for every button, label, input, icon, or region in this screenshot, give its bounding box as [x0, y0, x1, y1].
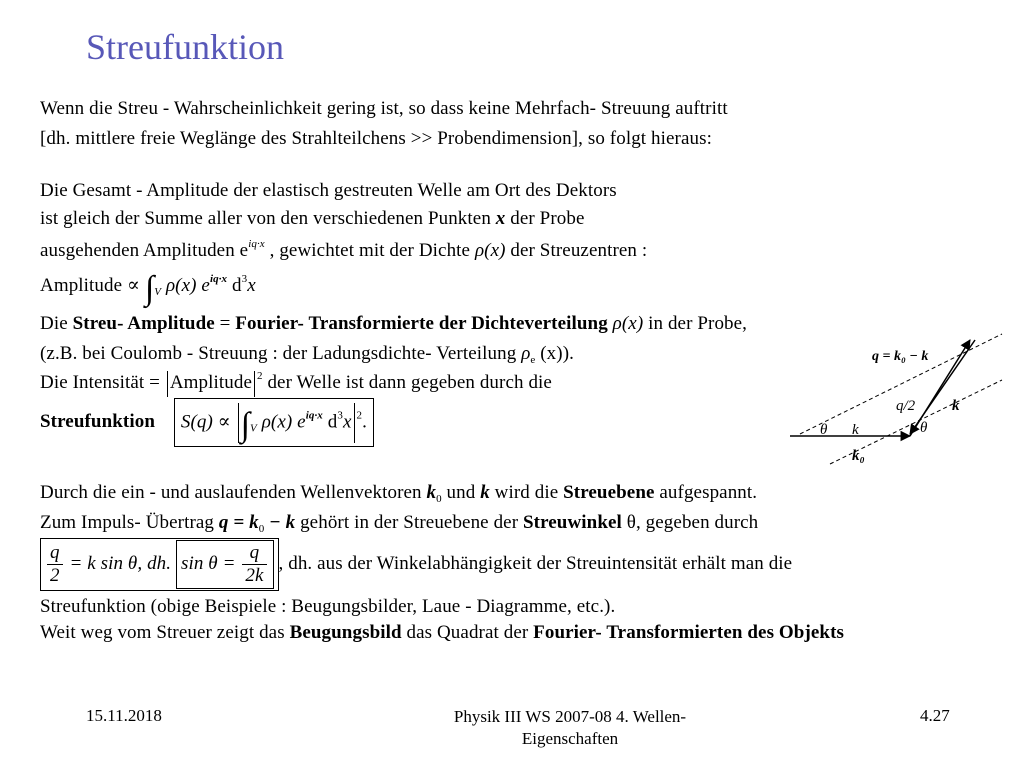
formula-box	[40, 538, 279, 591]
integral-symbol: ∫	[240, 406, 250, 444]
paragraph-2-line-2	[40, 208, 584, 230]
fraction-q-2	[47, 542, 63, 587]
text: Die Intensität =	[40, 372, 165, 393]
paragraph-4-line-5	[40, 622, 844, 644]
text: , dh. aus der Winkelabhängigkeit der Streuintensität erhält man die	[278, 552, 793, 574]
footer-title	[420, 706, 720, 750]
inner-formula-box	[176, 540, 274, 589]
formula-box	[174, 398, 374, 447]
rho: ρ(x) e	[261, 411, 306, 433]
footer-title-line-2: Eigenschaften	[521, 729, 619, 748]
minus-k: − k	[264, 512, 296, 533]
bold-term: Beugungsbild	[289, 622, 402, 643]
sub: 0	[258, 523, 265, 535]
sin-theta: sin θ =	[180, 552, 241, 574]
exponent: iq·x	[248, 238, 265, 250]
integral-symbol: ∫	[144, 270, 155, 307]
streufunktion-label: Streufunktion	[40, 411, 155, 433]
d: d	[227, 275, 242, 296]
power-2: 2	[256, 370, 263, 382]
exponent: iq·x	[305, 409, 323, 422]
q-label: q = k₀ − k	[872, 349, 929, 364]
vector-x: x	[495, 208, 506, 229]
paragraph-1-line-1: Wenn die Streu - Wahrscheinlichkeit gering ist, so dass keine Mehrfach- Streuung auftritt	[40, 98, 728, 119]
paragraph-3-line-2	[40, 343, 574, 366]
text: =	[214, 313, 236, 334]
fraction-q-2k	[242, 542, 266, 587]
d-sup: 3	[241, 273, 248, 285]
x: x	[247, 275, 256, 296]
text: der Probe	[505, 208, 585, 229]
exponent: iq·x	[209, 273, 228, 285]
paragraph-1-line-2: [dh. mittlere freie Weglänge des Strahlteilchens >> Probendimension], so folgt hieraus:	[40, 128, 712, 149]
s-of-q: S(q) ∝	[180, 411, 236, 433]
power-2: 2	[356, 409, 363, 422]
paragraph-3-line-1	[40, 313, 747, 335]
bold-term: Streuwinkel	[522, 512, 622, 533]
streufunktion-formula	[40, 398, 374, 447]
bold-term: Fourier- Transformierten des Objekts	[533, 622, 845, 643]
text: gehört in der Streuebene der	[295, 512, 523, 533]
slide-title: Streufunktion	[86, 27, 284, 67]
scattering-diagram	[780, 330, 1010, 470]
denominator: 2	[50, 565, 60, 586]
d-sup: 3	[337, 409, 343, 422]
numerator: q	[47, 542, 63, 565]
bold-term: Fourier- Transformierte der Dichteverteilung	[235, 313, 608, 334]
dot: .	[362, 411, 367, 433]
k0-sub: 0	[436, 493, 442, 505]
abs-bar-right	[254, 371, 255, 397]
paragraph-4-line-1	[40, 482, 757, 505]
text: in der Probe,	[643, 313, 748, 334]
q-eq: q = k	[218, 512, 259, 533]
integral-sub: V	[154, 286, 162, 298]
abs-bar-left	[238, 403, 239, 443]
footer-page-number: 4.27	[920, 706, 950, 725]
abs-bar-left	[167, 371, 168, 397]
text: Die	[40, 313, 73, 334]
text: Zum Impuls- Übertrag	[40, 512, 219, 533]
q-half-label: q/2	[896, 398, 916, 414]
text: ist gleich der Summe aller von den verschiedenen Punkten	[40, 208, 496, 229]
rho: ρ(x)	[607, 313, 644, 334]
integral-sub: V	[250, 422, 257, 435]
text: das Quadrat der	[401, 622, 534, 643]
k0: k	[426, 482, 437, 503]
amplitude-word: Amplitude	[169, 372, 252, 393]
footer-title-line-1: Physik III WS 2007-08 4. Wellen-	[453, 707, 687, 726]
paragraph-4-line-4: Streufunktion (obige Beispiele : Beugungsbilder, Laue - Diagramme, etc.).	[40, 596, 616, 617]
bold-term: Streu- Amplitude	[72, 313, 215, 334]
denominator: 2k	[245, 565, 264, 586]
text: , gewichtet mit der Dichte	[264, 240, 475, 261]
x: x	[342, 411, 352, 433]
text: und	[441, 482, 481, 503]
text: ausgehenden Amplituden e	[40, 240, 249, 261]
numerator: q	[242, 542, 266, 565]
text: = k sin θ, dh.	[64, 552, 176, 574]
theta-left: θ	[820, 422, 828, 438]
k0-label: k₀	[852, 448, 865, 464]
paragraph-4-line-3	[40, 538, 792, 591]
k: k	[480, 482, 490, 503]
rho-sub: e	[530, 354, 536, 366]
rho: ρ	[521, 343, 531, 364]
d: d	[322, 411, 338, 433]
text: Weit weg vom Streuer zeigt das	[40, 622, 290, 643]
text: (x)).	[535, 343, 574, 364]
amplitude-formula	[40, 270, 256, 308]
bold-term: Streuebene	[563, 482, 655, 503]
footer-date: 15.11.2018	[86, 706, 162, 725]
paragraph-3-line-3	[40, 370, 552, 397]
density: ρ(x)	[474, 240, 506, 261]
k-mid-label: k	[852, 422, 859, 438]
text: der Streuzentren :	[505, 240, 648, 261]
text: aufgespannt.	[654, 482, 758, 503]
text: (z.B. bei Coulomb - Streuung : der Ladungsdichte- Verteilung	[40, 343, 522, 364]
abs-bar-right	[354, 403, 355, 443]
text: der Welle ist dann gegeben durch die	[262, 372, 552, 393]
theta-right: θ	[920, 420, 928, 436]
rho: ρ(x) e	[165, 275, 210, 296]
text: Durch die ein - und auslaufenden Wellenvektoren	[40, 482, 427, 503]
text: wird die	[489, 482, 564, 503]
paragraph-2-line-3	[40, 238, 647, 262]
text: θ, gegeben durch	[621, 512, 759, 533]
paragraph-2-line-1: Die Gesamt - Amplitude der elastisch gestreuten Welle am Ort des Dektors	[40, 180, 617, 201]
k-label: k	[952, 398, 960, 414]
amplitude-label: Amplitude ∝	[40, 275, 145, 296]
paragraph-4-line-2	[40, 512, 758, 535]
